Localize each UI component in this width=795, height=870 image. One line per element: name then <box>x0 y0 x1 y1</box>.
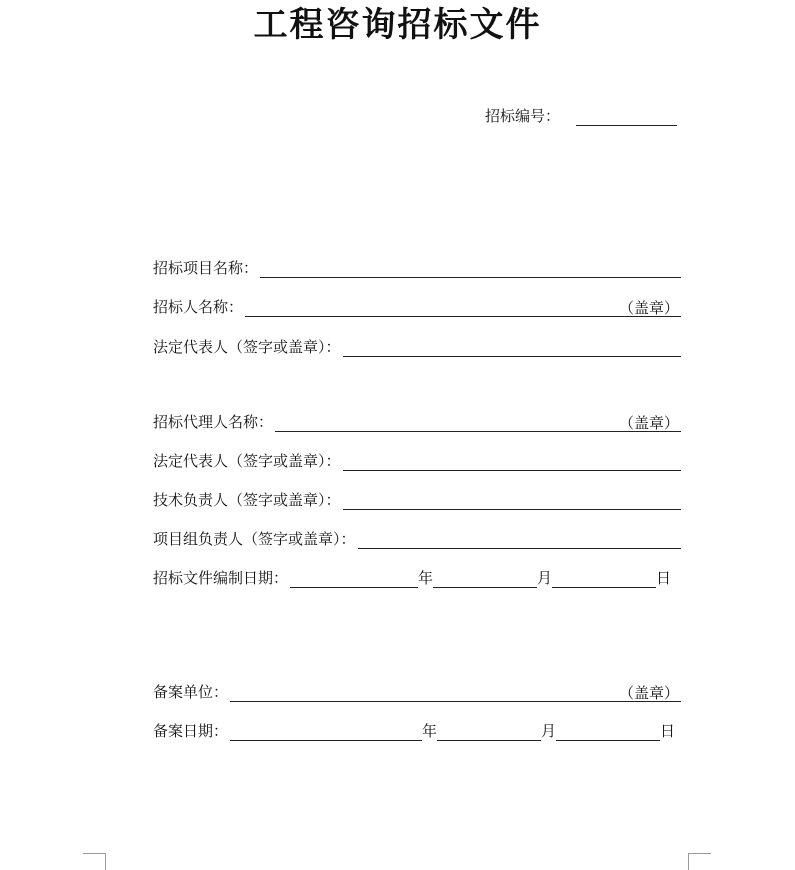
project-team-lead-label: 项目组负责人（签字或盖章）： <box>153 530 356 548</box>
filing-unit-field <box>153 682 681 702</box>
seal-note: （盖章） <box>618 299 679 317</box>
year-unit: 年 <box>422 722 438 740</box>
tenderer-name-field <box>153 297 681 317</box>
project-name-field <box>153 258 681 278</box>
filing-date-label: 备案日期： <box>153 722 229 740</box>
month-unit: 月 <box>541 722 557 740</box>
agent-name-field <box>153 412 681 432</box>
legal-representative-field <box>153 337 681 357</box>
day-unit: 日 <box>660 722 676 740</box>
tender-number-blank <box>576 108 677 126</box>
project-team-lead-field <box>153 529 681 549</box>
year-blank <box>290 570 418 588</box>
month-blank <box>437 723 541 741</box>
agent-legal-representative-label: 法定代表人（签字或盖章）： <box>153 452 341 470</box>
legal-representative-label: 法定代表人（签字或盖章）： <box>153 338 341 356</box>
tender-number-label: 招标编号： <box>485 107 561 125</box>
agent-legal-representative-blank <box>343 453 681 471</box>
tenderer-name-blank <box>245 299 681 317</box>
project-name-label: 招标项目名称： <box>153 259 259 277</box>
month-blank <box>433 570 537 588</box>
technical-lead-label: 技术负责人（签字或盖章）： <box>153 491 341 509</box>
filing-unit-blank <box>230 684 681 702</box>
seal-note: （盖章） <box>618 684 679 702</box>
agent-name-label: 招标代理人名称： <box>153 413 274 431</box>
agent-legal-representative-field <box>153 451 681 471</box>
filing-date-field <box>153 721 681 741</box>
document-title: 工程咨询招标文件 <box>253 5 542 45</box>
agent-name-blank <box>275 414 681 432</box>
day-blank <box>556 723 660 741</box>
preparation-date-label: 招标文件编制日期： <box>153 569 289 587</box>
day-unit: 日 <box>656 569 672 587</box>
tender-number-field <box>485 106 677 126</box>
year-blank <box>230 723 422 741</box>
project-team-lead-blank <box>358 531 681 549</box>
technical-lead-field <box>153 490 681 510</box>
project-name-blank <box>260 260 681 278</box>
page-corner-mark-right <box>688 853 711 870</box>
technical-lead-blank <box>343 492 681 510</box>
month-unit: 月 <box>537 569 553 587</box>
tenderer-name-label: 招标人名称： <box>153 298 244 316</box>
day-blank <box>552 570 656 588</box>
page-corner-mark-left <box>83 853 106 870</box>
legal-representative-blank <box>343 339 681 357</box>
year-unit: 年 <box>418 569 434 587</box>
seal-note: （盖章） <box>618 414 679 432</box>
filing-unit-label: 备案单位： <box>153 683 229 701</box>
preparation-date-field <box>153 568 681 588</box>
